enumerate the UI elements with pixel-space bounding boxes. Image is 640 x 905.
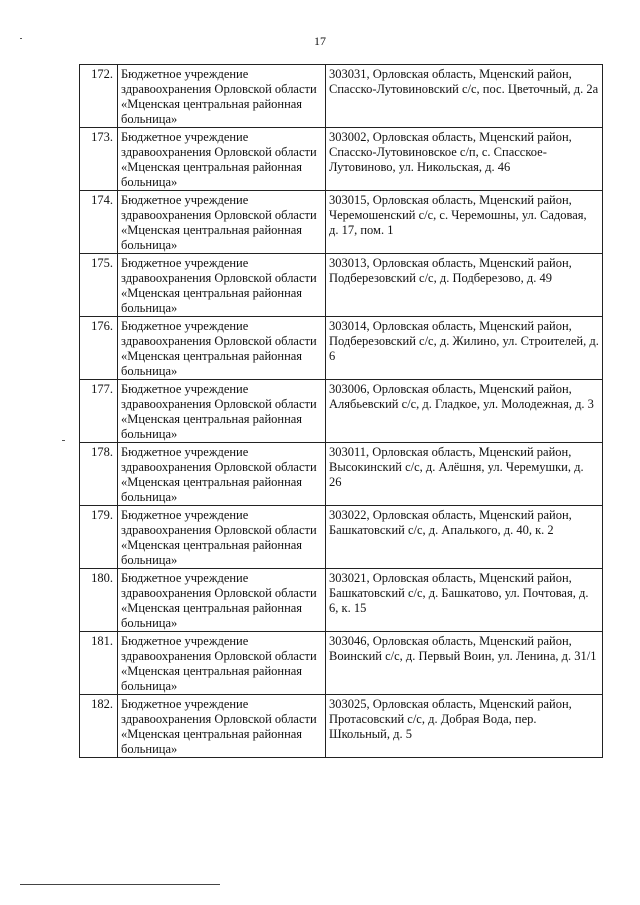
- table-row: [80, 443, 603, 506]
- row-number: 172.: [80, 65, 118, 128]
- footnote-separator: [20, 884, 220, 885]
- organization-name: Бюджетное учреждение здравоохранения Орловской области «Мценская центральная районная больница»: [118, 128, 326, 191]
- organization-name: Бюджетное учреждение здравоохранения Орловской области «Мценская центральная районная больница»: [118, 632, 326, 695]
- row-number: 181.: [80, 632, 118, 695]
- table-row: [80, 128, 603, 191]
- facility-address: 303015, Орловская область, Мценский район, Черемошенский с/с, с. Черемошны, ул. Садовая, д. 17, пом. 1: [326, 191, 603, 254]
- organization-name: Бюджетное учреждение здравоохранения Орловской области «Мценская центральная районная больница»: [118, 380, 326, 443]
- row-number: 175.: [80, 254, 118, 317]
- page-number: 17: [314, 34, 326, 48]
- organization-name: Бюджетное учреждение здравоохранения Орловской области «Мценская центральная районная больница»: [118, 254, 326, 317]
- facilities-table: [79, 64, 603, 758]
- table-row: [80, 506, 603, 569]
- organization-name: Бюджетное учреждение здравоохранения Орловской области «Мценская центральная районная больница»: [118, 65, 326, 128]
- facility-address: 303011, Орловская область, Мценский район, Высокинский с/с, д. Алёшня, ул. Черемушки, д. 26: [326, 443, 603, 506]
- facility-address: 303014, Орловская область, Мценский район, Подберезовский с/с, д. Жилино, ул. Строителей, д. 6: [326, 317, 603, 380]
- facility-address: 303046, Орловская область, Мценский район, Воинский с/с, д. Первый Воин, ул. Ленина, д. 31/1: [326, 632, 603, 695]
- facility-address: 303013, Орловская область, Мценский район, Подберезовский с/с, д. Подберезово, д. 49: [326, 254, 603, 317]
- organization-name: Бюджетное учреждение здравоохранения Орловской области «Мценская центральная районная больница»: [118, 443, 326, 506]
- organization-name: Бюджетное учреждение здравоохранения Орловской области «Мценская центральная районная больница»: [118, 569, 326, 632]
- table-row: [80, 317, 603, 380]
- facility-address: 303031, Орловская область, Мценский район, Спасско-Лутовиновский с/с, пос. Цветочный, д. 2а: [326, 65, 603, 128]
- row-number: 179.: [80, 506, 118, 569]
- row-number: 173.: [80, 128, 118, 191]
- row-number: 182.: [80, 695, 118, 758]
- facility-address: 303025, Орловская область, Мценский район, Протасовский с/с, д. Добрая Вода, пер. Школьный, д. 5: [326, 695, 603, 758]
- facility-address: 303022, Орловская область, Мценский район, Башкатовский с/с, д. Апалького, д. 40, к. 2: [326, 506, 603, 569]
- table-row: [80, 191, 603, 254]
- table-row: [80, 632, 603, 695]
- table-row: [80, 65, 603, 128]
- row-number: 180.: [80, 569, 118, 632]
- facility-address: 303006, Орловская область, Мценский район, Алябьевский с/с, д. Гладкое, ул. Молодежная, д. 3: [326, 380, 603, 443]
- table-row: [80, 380, 603, 443]
- organization-name: Бюджетное учреждение здравоохранения Орловской области «Мценская центральная районная больница»: [118, 695, 326, 758]
- row-number: 178.: [80, 443, 118, 506]
- row-number: 176.: [80, 317, 118, 380]
- organization-name: Бюджетное учреждение здравоохранения Орловской области «Мценская центральная районная больница»: [118, 506, 326, 569]
- table-row: [80, 695, 603, 758]
- table-row: [80, 569, 603, 632]
- row-number: 174.: [80, 191, 118, 254]
- organization-name: Бюджетное учреждение здравоохранения Орловской области «Мценская центральная районная больница»: [118, 317, 326, 380]
- table-row: [80, 254, 603, 317]
- row-number: 177.: [80, 380, 118, 443]
- facility-address: 303021, Орловская область, Мценский район, Башкатовский с/с, д. Башкатово, ул. Почтовая, д. 6, к. 15: [326, 569, 603, 632]
- organization-name: Бюджетное учреждение здравоохранения Орловской области «Мценская центральная районная больница»: [118, 191, 326, 254]
- scan-mark: [62, 440, 65, 441]
- scan-mark: [20, 38, 22, 39]
- facility-address: 303002, Орловская область, Мценский район, Спасско-Лутовиновское с/п, с. Спасское-Лутовиново, ул. Никольская, д. 46: [326, 128, 603, 191]
